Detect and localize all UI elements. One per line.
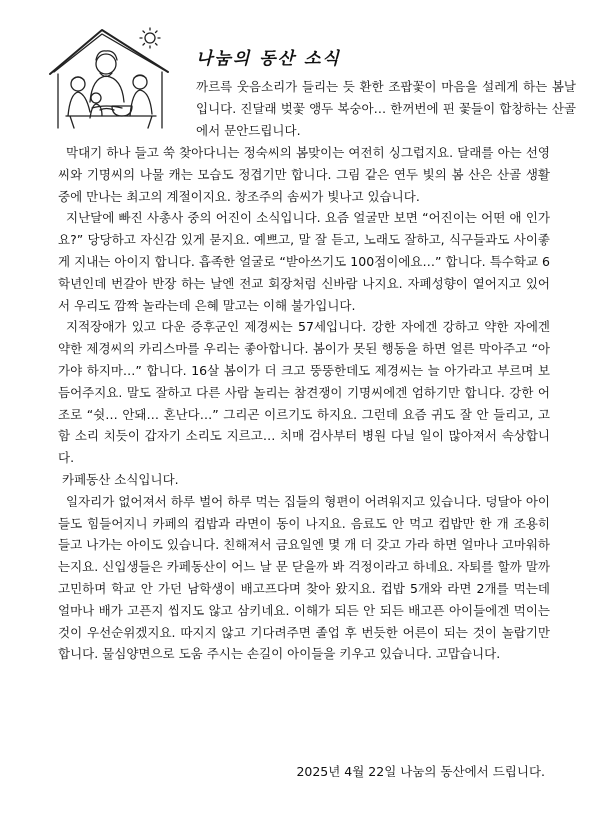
intro-paragraph: 까르륵 웃음소리가 들리는 듯 환한 조팝꽃이 마음을 설레게 하는 봄날입니다. 진달래 벚꽃 앵두 복숭아… 한꺼번에 핀 꽃들이 합창하는 산골에서 문안드립니다. xyxy=(196,79,576,138)
paragraph-cafe: 일자리가 없어져서 하루 벌어 하루 먹는 집들의 형편이 어려워지고 있습니다. 덩달아 아이들도 힘들어지니 카페의 컵밥과 라면이 동이 나지요. 음료도 안 먹고 컵밥만 한 개 조용히 들고 나가는 아이도 있습니다. 친해져서 금요일엔 몇 개 더 갖고 가라 하면 얼마나 고마워하는지요. 신입생들은 카페동산이 어느 날 문 닫을까 봐 걱정이라고 하네요. 자퇴를 할까 말까 고민하며 학교 안 가던 남학생이 배고프다며 찾아 왔지요. 컵밥 5개와 라면 2개를 먹는데 얼마나 배가 고픈지 씹지도 않고 삼키네요. 이해가 되든 안 되든 배고픈 아이들에겐 먹이는 것이 우선순위겠지요. 따지지 않고 기다려주면 졸업 후 번듯한 어른이 되는 것이 놀랍기만 합니다. 물심양면으로 도움 주시는 손길이 아이들을 키우고 있습니다. 고맙습니다. xyxy=(58,493,550,662)
signoff-line: 2025년 4월 22일 나눔의 동산에서 드립니다. xyxy=(296,764,545,779)
paragraph-jegyeong: 지적장애가 있고 다운 증후군인 제경씨는 57세입니다. 강한 자에겐 강하고 약한 자에겐 약한 제경씨의 카리스마를 우리는 좋아합니다. 봄이가 못된 행동을 하면 얼른 막아주고 “아가야 하지마…” 합니다. 16살 봄이가 더 크고 뚱뚱한데도 제경씨는 늘 아가라고 부르며 보듬어주지요. 말도 잘하고 다른 사람 놀리는 참견쟁이 기명씨에겐 엄하기만 합니다. 강한 어조로 “쉿… 안돼… 혼난다…” 그리곤 이르기도 하지요. 그런데 요즘 귀도 잘 안 들리고, 고함 소리 치듯이 갑자기 소리도 지르고… 치매 검사부터 병원 다닐 일이 많아져서 속상합니다. xyxy=(58,319,550,466)
house-family-illustration xyxy=(40,20,178,132)
paragraph-eojin: 지난달에 빠진 사총사 중의 어진이 소식입니다. 요즘 얼굴만 보면 “어진이는 어떤 애 인가요?” 당당하고 자신감 있게 묻지요. 예쁘고, 말 잘 듣고, 노래도 잘하고, 식구들과도 사이좋게 지내는 아이지 합니다. 흡족한 얼굴로 “받아쓰기도 100점이에요…” 합니다. 특수학교 6학년인데 번갈아 반장 하는 날엔 전교 회장처럼 신바람 나지요. 자폐성향이 옅어지고 있어서 우리도 깜짝 놀라는데 은혜 말고는 이해 불가입니다. xyxy=(58,210,550,313)
paragraph-spring-greenery: 막대기 하나 들고 쑥 찾아다니는 정숙씨의 봄맞이는 여전히 싱그럽지요. 달래를 아는 선영씨와 기명씨의 나물 캐는 모습도 정겹기만 합니다. 그림 같은 연두 빛의 봄 산은 산골 생활 중에 만나는 최고의 계절이지요. 창조주의 솜씨가 빛나고 있습니다. xyxy=(58,145,550,204)
page-title: 나눔의 동산 소식 xyxy=(196,49,341,69)
cafe-section-heading: 카페동산 소식입니다. xyxy=(62,471,179,487)
newsletter-body xyxy=(58,142,550,665)
